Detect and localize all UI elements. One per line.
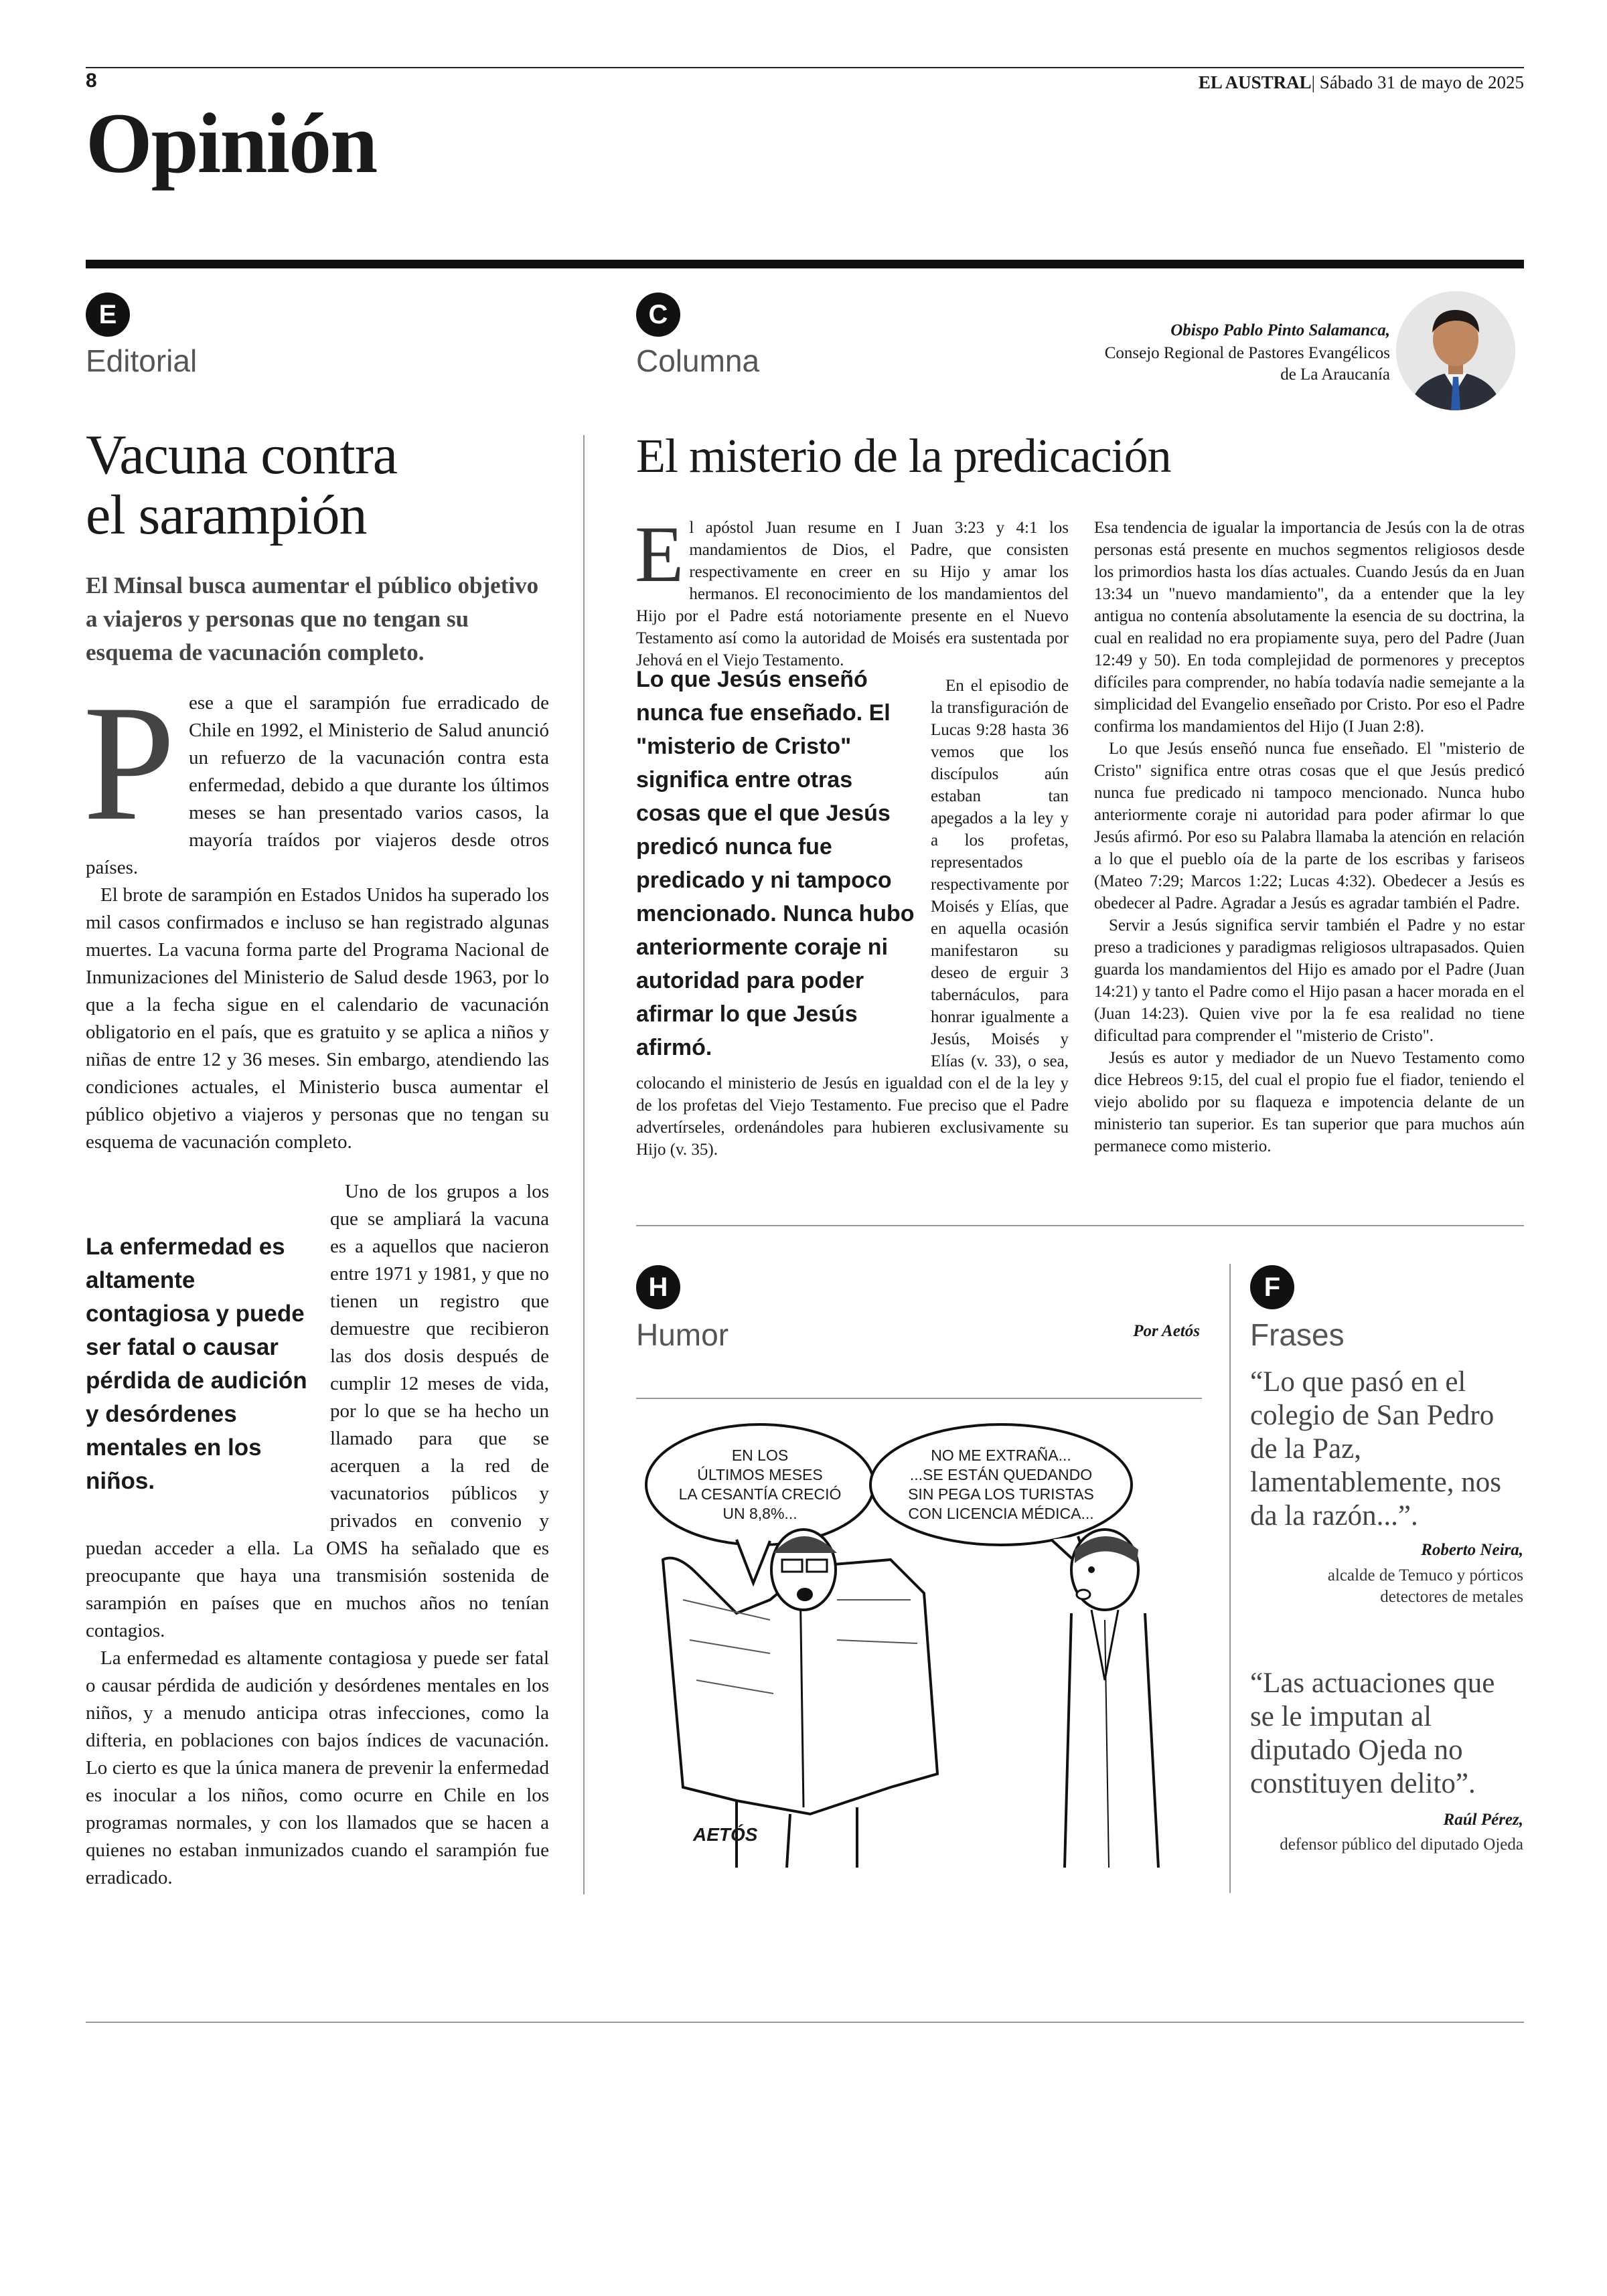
quote-2: “Las actuaciones que se le imputan al diputado Ojeda no constituyen delito”. (1250, 1667, 1495, 1799)
quote-1-author: Roberto Neira, (1421, 1541, 1523, 1559)
column-author-role (1105, 343, 1390, 386)
bubble-right-line3: SIN PEGA LOS TURISTAS (908, 1485, 1094, 1503)
humor-label: Humor (636, 1317, 729, 1352)
humor-byline: Por Aetós (1133, 1322, 1200, 1340)
column-paragraph-5: Servir a Jesús significa servir también el Padre y no estar preso a tradiciones y paradigmas religiosos ultrapasados. Quien guarda los mandamientos del Hijo es amado por el Padre (Juan 14:21) y tanto el Padre como el Hijo pasan a hacer morada en el (Juan 14:23). Quien vive por la fe esa realidad no tiene dificultad para comprender el "misterio de Cristo". (1094, 916, 1525, 1045)
section-rule (86, 260, 1524, 268)
editorial-headline (86, 425, 554, 546)
quote-2-author: Raúl Pérez, (1443, 1811, 1523, 1829)
quote-1-role-line2: detectores de metales (1380, 1588, 1523, 1606)
column-label: Columna (636, 343, 760, 378)
pullquote-spacer (86, 1178, 330, 1526)
bubble-right-line2: ...SE ESTÁN QUEDANDO (909, 1466, 1093, 1483)
publication-date: | Sábado 31 de mayo de 2025 (1311, 72, 1524, 92)
editorial-subtitle: El Minsal busca aumentar el público objetivo a viajeros y personas que no tengan su esquema de vacunación completo. (86, 572, 539, 665)
bubble-left-line4: UN 8,8%... (722, 1505, 797, 1522)
quote-1: “Lo que pasó en el colegio de San Pedro de la Paz, lamentablemente, nos da la razón...”. (1250, 1366, 1501, 1532)
column-paragraph-1: l apóstol Juan resume en I Juan 3:23 y 4:1 los mandamientos de Dios, el Padre, que consisten respectivamente en creer en su Hijo y amar los hermanos. El reconocimiento de los mandamientos del Hijo por el Padre está notoriamente presente en el Nuevo Testamento así como la autoridad de Moisés era sustentada por Jehová en el Viejo Testamento. (636, 519, 1069, 669)
column-body-mid (636, 675, 1069, 1161)
speech-bubble-right (891, 1446, 1112, 1524)
author-avatar (1396, 291, 1515, 410)
editorial-paragraph-4: La enfermedad es altamente contagiosa y puede ser fatal o causar pérdida de audición y desórdenes mentales en los niños, y a menudo anticipa otras infecciones, como la difteria, en poblaciones con bajos índices de vacunación. Lo cierto es que la única manera de prevenir la enfermedad es inocular a los niños, como ocurre en Chile en los programas normales, y con los llamados que se hacen a quienes no estaban inmunizados cuando el sarampión fue erradicado. (86, 1647, 549, 1888)
masthead (1199, 72, 1524, 93)
column-author-role-line2: de La Araucanía (1280, 365, 1390, 384)
editorial-label: Editorial (86, 343, 198, 378)
frases-label: Frases (1250, 1317, 1345, 1352)
editorial-headline-line2: el sarampión (86, 484, 367, 546)
column-paragraph-2: En el episodio de la transfiguración de Lucas 9:28 hasta 36 vemos que los discípulos aún estaban tan apegados a la ley y a los profetas, representados respectivamente por Moisés y Elías, que en aquella ocasión manifestaron su deseo de erguir 3 tabernáculos, para honrar igualmente a Jesús, Moisés y Elías (v. 33), o sea, colocando el ministerio de Jesús en igualdad con el de la ley y de los profetas del Viejo Testamento. Fue preciso que el Padre advertírseles, ordenándoles para hubieren exclusivamente su Hijo (v. 35). (636, 677, 1069, 1159)
quote-1-role (1250, 1565, 1523, 1608)
editorial-pullquote: La enfermedad es altamente contagiosa y puede ser fatal o causar pérdida de audición y desórdenes mentales en los niños. (86, 1234, 307, 1494)
bubble-right-line4: CON LICENCIA MÉDICA... (908, 1505, 1094, 1522)
page-number: 8 (86, 70, 97, 92)
column-badge: C (636, 293, 680, 337)
column-headline: El misterio de la predicación (636, 429, 1171, 483)
column-pullquote-spacer (636, 675, 931, 1053)
editorial-body-bottom (86, 1178, 549, 1892)
quote-1-role-line1: alcalde de Temuco y pórticos (1327, 1566, 1523, 1584)
frases-badge: F (1250, 1265, 1294, 1309)
column-body-top (635, 509, 1069, 671)
cartoon-signature: AETÓS (693, 1824, 758, 1845)
editorial-paragraph-3: Uno de los grupos a los que se ampliará la vacuna es a aquellos que nacieron entre 1971 y 1981, y que no tienen un registro que demuestre que recibieron las dos dosis después de cumplir 12 meses de vida, por lo que se ha hecho un llamado para que se acerquen a la red de vacunatorios públicos y privados en convenio y puedan acceder a ella. La OMS ha señalado que es preocupante que haya una transmisión sostenida de sarampión en países que en muchos años no tenían contagios. (86, 1181, 549, 1641)
bubble-right-line1: NO ME EXTRAÑA... (931, 1447, 1071, 1464)
editorial-dropcap: P (83, 671, 175, 855)
editorial-body-top (83, 671, 549, 1156)
quote-2-role: defensor público del diputado Ojeda (1280, 1835, 1523, 1854)
column-author-name: Obispo Pablo Pinto Salamanca, (1170, 321, 1390, 339)
column-bottom-rule (636, 1225, 1524, 1226)
page-bottom-rule (86, 2022, 1524, 2023)
bubble-left-line3: LA CESANTÍA CRECIÓ (678, 1485, 842, 1503)
editorial-paragraph-1: ese a que el sarampión fue erradicado de Chile en 1992, el Ministerio de Salud anunció un refuerzo de la vacunación contra esta enfermedad, debido a que durante los últimos meses se han presentado varios casos, la mayoría traídos por viajeros desde otros países. (86, 692, 549, 878)
cartoon (636, 1398, 1202, 1876)
editorial-badge: E (86, 293, 130, 337)
header-rule (86, 67, 1524, 68)
column-pullquote: Lo que Jesús enseñó nunca fue enseñado. El "misterio de Cristo" significa entre otras cosas que el que Jesús predicó nunca fue predicado y ni tampoco mencionado. Nunca hubo anteriormente coraje ni autoridad para poder afirmar lo que Jesús afirmó. (636, 667, 915, 1060)
publication-name: EL AUSTRAL (1198, 72, 1312, 92)
bubble-left-line2: ÚLTIMOS MESES (697, 1466, 823, 1483)
column-paragraph-6: Jesús es autor y mediador de un Nuevo Testamento como dice Hebreos 9:15, del cual el propio fue el fiador, teniendo el viejo abolido por su flaqueza e impotencia delante de un ministerio tan superior. Es tan superior que para muchos aún permanece como misterio. (1094, 1049, 1525, 1155)
column-body-right (1094, 517, 1525, 1157)
section-title: Opinión (86, 96, 377, 191)
column-paragraph-4: Lo que Jesús enseñó nunca fue enseñado. El "misterio de Cristo" significa entre otras cosas que el que Jesús predicó nunca fue predicado ni tampoco mencionado. Nunca hubo anteriormente coraje ni autoridad para poder afirmar lo que Jesús afirmó. Por eso su Palabra llamaba la atención en relación a lo que el pueblo oía de la parte de los escribas y fariseos (Mateo 7:29; Marcos 1:22; Lucas 4:32). Obedecer a Jesús es obedecer al Padre. Agradar a Jesús es agradar también el Padre. (1094, 740, 1525, 912)
speech-bubble-left (663, 1446, 857, 1524)
humor-badge: H (636, 1265, 680, 1309)
editorial-paragraph-2: El brote de sarampión en Estados Unidos ha superado los mil casos confirmados e incluso se han registrado algunas muertes. La vacuna forma parte del Programa Nacional de Inmunizaciones del Ministerio de Salud desde 1963, por lo que a la fecha sigue en el calendario de vacunación obligatorio en el país, que es gratuito y se aplica a niños y niñas de entre 12 y 36 meses. Sin embargo, atendiendo las condiciones actuales, el Ministerio busca aumentar el público objetivo a viajeros y personas que no tengan su esquema de vacunación completo. (86, 884, 549, 1153)
column-paragraph-3: Esa tendencia de igualar la importancia de Jesús con la de otras personas está presente en muchos segmentos religiosos desde los primordios hasta los días actuales. Cuando Jesús da en Juan 13:34 un "nuevo mandamiento", da a entender que la ley antigua no contenía absolutamente la esencia de su doctrina, la cual en realidad no era propiamente suya, pero del Padre (Juan 12:49 y 50). En toda complejidad de pormenores y preceptos difíciles para comprender, no había todavía nadie semejante a la simplicidad del Evangelio enseñado por Cristo. Por eso el Padre confirma los mandamientos del Hijo (I Juan 2:8). (1094, 519, 1525, 736)
column-dropcap: E (635, 509, 684, 598)
column-divider-humor (1229, 1264, 1231, 1893)
editorial-headline-line1: Vacuna contra (86, 424, 398, 486)
bubble-left-line1: EN LOS (731, 1447, 789, 1464)
column-author-role-line1: Consejo Regional de Pastores Evangélicos (1104, 344, 1390, 362)
column-divider-left (583, 435, 585, 1894)
